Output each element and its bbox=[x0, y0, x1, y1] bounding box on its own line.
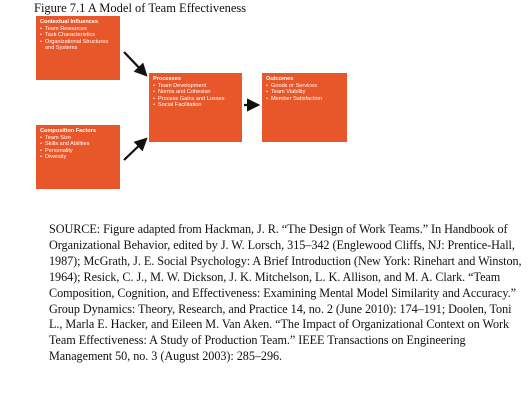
diagram-arrows bbox=[0, 0, 532, 200]
outcomes-heading: Outcomes bbox=[266, 76, 294, 82]
list-item: • Goods or Services bbox=[266, 83, 343, 90]
team-effectiveness-diagram bbox=[0, 0, 532, 200]
list-item: • Member Satisfaction bbox=[266, 96, 343, 103]
list-item: • Team Resources bbox=[40, 26, 116, 33]
arrow-composition-to-processes bbox=[124, 139, 146, 160]
list-item: • Team Development bbox=[153, 83, 238, 90]
list-item: • Norms and Cohesion bbox=[153, 89, 238, 96]
composition-factors-heading: Composition Factors bbox=[40, 128, 96, 134]
list-item: • Team Size bbox=[40, 135, 116, 142]
list-item: • Process Gains and Losses bbox=[153, 96, 238, 103]
list-item: • Team Viability bbox=[266, 89, 343, 96]
list-item: • Task Characteristics bbox=[40, 32, 116, 39]
source-citation: SOURCE: Figure adapted from Hackman, J. R. “The Design of Work Teams.” In Handbook of Organizational Behavior, edited by J. W. Lorsch, 315–342 (Englewood Cliffs, NJ: Prentice-Hall, 1987); McGrath, J. E. Social Psychology: A Brief Introduction (New York: Rinehart and Winston, 1964); Resick, C. J., M. W. Dickson, J. K. Mitchelson, L. K. Allison, and M. A. Clark. “Team Composition, Cognition, and Effectiveness: Examining Mental Model Similarity and Accuracy.” Group Dynamics: Theory, Research, and Practice 14, no. 2 (June 2010): 174–191; Doolen, Toni L., Marla E. Hacker, and Eileen M. Van Aken. “The Impact of Organizational Context on Work Team Effectiveness: A Study of Production Team.” IEEE Transactions on Engineering Management 50, no. 3 (August 2003): 285–296. bbox=[49, 222, 522, 364]
list-item: • Organizational Structures and Systems bbox=[40, 39, 116, 52]
list-item: • Personality bbox=[40, 148, 116, 155]
contextual-influences-heading: Contextual Influences bbox=[40, 19, 99, 25]
arrow-context-to-processes bbox=[124, 52, 146, 75]
list-item: • Social Facilitation bbox=[153, 102, 238, 109]
list-item: • Diversity bbox=[40, 154, 116, 161]
figure-title: Figure 7.1 A Model of Team Effectiveness bbox=[34, 1, 247, 15]
processes-heading: Processes bbox=[153, 76, 181, 82]
list-item: • Skills and Abilities bbox=[40, 141, 116, 148]
